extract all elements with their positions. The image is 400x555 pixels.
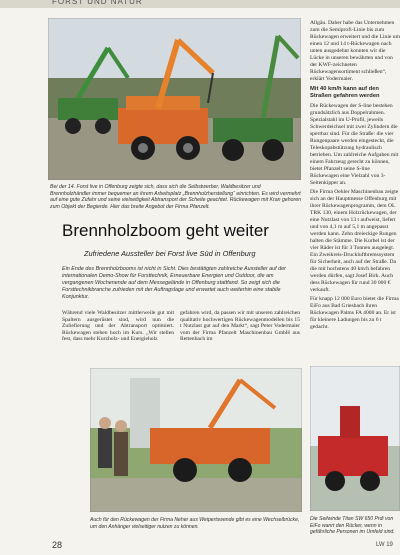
footer-mark: LW 19: [376, 542, 393, 548]
right-paragraph-1: Allgäu. Daher habe das Unternehmen zum die Semiprofi-Linie bis zum Rückewagen erweitert und die Linie um einen 12 und 14 t-Rückewagen nach unten ausgedehnt konnten wir die Lücke in unseren bewährten und von der KWF-zeichneten Rückewagensortiment schließen“, erklärt Vodermaier.: [310, 20, 400, 82]
photo-red-trailer: [310, 366, 400, 511]
page-number: 28: [52, 540, 63, 550]
caption-top: Bei der 14. Forst live in Offenburg zeigte sich, dass sich die Selbstwerber, Waldbesitzer und Brennholzhändler immer bequemer an ihrem Arbeitsplatz „Brennholzherstellung“ einrichten. Es wird vermehrt auf eine gute Zufahr und seine vielseitigkeit Abtransport der Scheite geachtet. Rückewagen mit Kran gehoren zum Objekt der Begierde. Hier das breite Angebot der Firma Pfanzelt.: [50, 184, 301, 210]
trailer-visitors-illustration: [90, 368, 302, 512]
right-column: [310, 20, 400, 333]
article-lead: Ein Ende des Brennholzbooms ist nicht in Sicht. Dies bestätigten zahlreiche Aussteller auf der internationalen Demo-Show für Forsttechnik, Erneuerbare Energien und Outdoor, die am vergangenen Wochenende auf dem Messegelände in Offenburg stattfand. So zeigt sich die Forsttechnikbranche zufrieden mit der Auftragslage und erwartet auch weiterhin eine stabile Konjunktur.: [62, 266, 286, 300]
body-column-1: Während viele Waldbesitzer mittlerweile gut mit Spaltern ausgerüstet sind, wird nun die Zuliefierung und der Abtransport optimiert. Rückewagen stehen hoch im Kurs. „Wir stellen fest, dass mehr Kurzholz- und Energieholz: [62, 310, 174, 343]
right-paragraph-2: Die Rückewagen der S-line bestehen grundsätzlich aus Doppelrahmen. Spezialstahl im U-Profil, jeweils Schwerdeichsel mit zwei Zylindern die sperrbar sind. Für die Straße: die vier Rungenpaare werden eingesteckt, die Teleskopabstützung hydraulisch betrieben. Um zahlreiche Aufgaben mit einem Fahrzeug gerecht zu können, bietet Pfanzelt seine S-line Rückewagen eine Vielzahl von 3-Seitenkipper an.: [310, 103, 399, 186]
body-column-2: gefahren wird, da passen wir mit unseren zahlreichen qualitativ hochwertigen Rückewagenmodellen bis 15 t Nutzlast gut auf den Markt“, sagt Peter Vodermaier vom der Firma Pfanzelt Maschinenbau GmbH aus Rettenbach im: [180, 310, 300, 343]
photo-orange-trailer: [90, 368, 302, 512]
trailer-illustration: [48, 18, 301, 180]
section-title: FORST UND NATUR: [52, 0, 143, 6]
right-subheading: Mit 40 km/h kann auf den Straßen gefahren werden: [310, 86, 380, 99]
caption-bottom: Auch für den Rückewagen der Firma Neher aus Weipertswende gibt es eine Wechselbrücke, um den Anhänger vielseitiger nutzen zu können.: [90, 517, 300, 530]
photo-forestry-trailers: [48, 18, 301, 180]
article-headline: Brennholzboom geht weiter: [62, 221, 269, 240]
caption-right: Die Seilwinde Titan SW 650 Prdi von EiFo wanrt den Rücker, wenn in gefährliche Personen im Umfeld sind.: [310, 516, 395, 535]
right-paragraph-4: Für knapp 12 000 Euro bietet die Firma EiFo aus Bad Griesbach ihren Rückewagen Palms FA 4000 an. Er ist für kleinere Ladungen bis zu 6 t gedacht.: [310, 296, 399, 330]
red-trailer-illustration: [310, 366, 400, 511]
section-header: [0, 0, 400, 8]
right-paragraph-3: Die Firma Oehler Maschinenbau zeigte sich an der Hauptmesse Offenburg mit ihrer Rückewagenprogramm, dem OL TRK 130, einem Holzrückewagen, der eine Nutzlast von 13 t aufweist, liefert und von 4,1 m auf 5,1 m angepasst werden kann. Zehn dreieckige Rungen halten die Stämme. Die Kurbel ist der vier Räder ist für 3 Tonnen ausgelegt. Ein Zweikreis-Druckluftbremssystem für Sicherheit, auch auf der Straße. Da die mit hochstens 40 km/h befahren werden dürfen, sagt Josef Birk. Auch dess Rückewagen für rund 30 000 € verkauft.: [310, 189, 399, 293]
article-subheadline: Zufriedene Aussteller bei Forst live Süd in Offenburg: [84, 249, 256, 258]
